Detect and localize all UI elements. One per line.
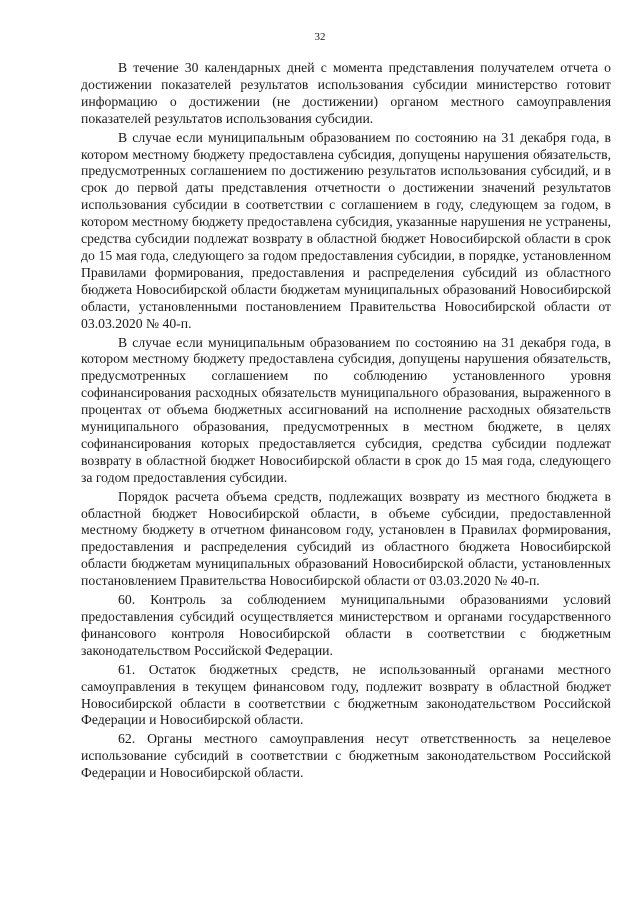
paragraph-item-61: 61. Остаток бюджетных средств, не использованный органами местного самоуправления в текущем финансовом году, подлежит возврату в областной бюджет Новосибирской области в соответствии с бюджетным законодательством Российской Федерации и Новосибирской области.	[81, 661, 611, 728]
paragraph-cofinancing-violation: В случае если муниципальным образованием по состоянию на 31 декабря года, в котором местному бюджету предоставлена субсидия, допущены нарушения обязательств, предусмотренных соглашением по соблюдению установленного уровня софинансирования расходных обязательств муниципального образования, выраженного в процентах от объема бюджетных ассигнований на исполнение расходных обязательств муниципального образования, предусмотренных в местном бюджете, в целях софинансирования которых предоставляется субсидия, средства субсидии подлежат возврату в областной бюджет Новосибирской области в срок до 15 мая года, следующего за годом предоставления субсидии.	[81, 334, 611, 485]
document-body	[81, 60, 611, 784]
paragraph-result-violation: В случае если муниципальным образованием по состоянию на 31 декабря года, в котором местному бюджету предоставлена субсидия, допущены нарушения обязательств, предусмотренных соглашением по достижению результатов использования субсидий, и в срок до первой даты представления отчетности о достижении значений результатов использования субсидии в соответствии с соглашением в году, следующем за годом, в котором местному бюджету предоставлена субсидия, указанные нарушения не устранены, средства субсидии подлежат возврату в областной бюджет Новосибирской области в срок до 15 мая года, следующего за годом предоставления субсидии, в порядке, установленном Правилами формирования, предоставления и распределения субсидий из областного бюджета Новосибирской области бюджетам муниципальных образований Новосибирской области, установленными постановлением Правительства Новосибирской области от 03.03.2020 № 40-п.	[81, 129, 611, 331]
page-number: 32	[314, 31, 326, 43]
paragraph-item-62: 62. Органы местного самоуправления несут ответственность за нецелевое использование субсидий в соответствии с бюджетным законодательством Российской Федерации и Новосибирской области.	[81, 731, 611, 781]
paragraph-item-60: 60. Контроль за соблюдением муниципальными образованиями условий предоставления субсидий осуществляется министерством и органами государственного финансового контроля Новосибирской области в соответствии с бюджетным законодательством Российской Федерации.	[81, 592, 611, 658]
paragraph-refund-calculation: Порядок расчета объема средств, подлежащих возврату из местного бюджета в областной бюджет Новосибирской области, в объеме субсидии, предоставленной местному бюджету в отчетном финансовом году, установлен в Правилах формирования, предоставления и распределения субсидий из областного бюджета Новосибирской области бюджетам муниципальных образований Новосибирской области, установленных постановлением Правительства Новосибирской области от 03.03.2020 № 40-п.	[81, 488, 611, 589]
paragraph-report-deadline: В течение 30 календарных дней с момента представления получателем отчета о достижении показателей результатов использования субсидии министерство готовит информацию о достижении (не достижении) органом местного самоуправления показателей результатов использования субсидии.	[81, 60, 611, 126]
